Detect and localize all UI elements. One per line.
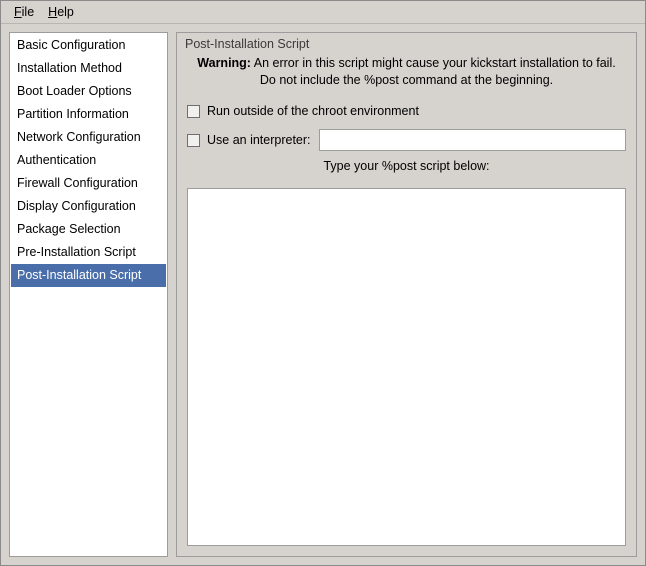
sidebar-item-firewall-configuration[interactable]: Firewall Configuration <box>17 176 138 190</box>
post-installation-panel <box>176 32 637 557</box>
chroot-checkbox[interactable] <box>187 105 200 118</box>
section-list[interactable] <box>9 32 168 557</box>
warning-body: An error in this script might cause your kickstart installation to fail. Do not include the %post command at the beginning. <box>250 56 616 87</box>
chroot-checkbox-label: Run outside of the chroot environment <box>207 104 419 118</box>
sidebar-item-pre-installation-script[interactable]: Pre-Installation Script <box>17 245 136 259</box>
interpreter-checkbox-row[interactable] <box>187 130 626 150</box>
sidebar-item-basic-configuration[interactable]: Basic Configuration <box>17 38 126 52</box>
main-content <box>1 24 645 565</box>
interpreter-checkbox[interactable] <box>187 134 200 147</box>
sidebar-item-display-configuration[interactable]: Display Configuration <box>17 199 136 213</box>
post-script-textarea[interactable] <box>187 188 626 546</box>
panel-title: Post-Installation Script <box>185 37 310 51</box>
menu-help-label-rest: elp <box>57 5 74 19</box>
sidebar-item-partition-information[interactable]: Partition Information <box>17 107 129 121</box>
sidebar-item-authentication[interactable]: Authentication <box>17 153 97 167</box>
warning-label: Warning: <box>197 56 251 70</box>
menu-bar <box>1 1 645 24</box>
warning-text <box>187 55 626 89</box>
sidebar-item-boot-loader-options[interactable]: Boot Loader Options <box>17 84 132 98</box>
script-area-label: Type your %post script below: <box>323 159 490 173</box>
menu-file[interactable]: File <box>14 5 35 19</box>
chroot-checkbox-row[interactable] <box>187 101 626 121</box>
interpreter-input[interactable] <box>319 129 626 151</box>
interpreter-checkbox-label: Use an interpreter: <box>207 133 311 147</box>
sidebar-item-installation-method[interactable]: Installation Method <box>17 61 122 75</box>
sidebar-item-network-configuration[interactable]: Network Configuration <box>17 130 141 144</box>
sidebar-item-package-selection[interactable]: Package Selection <box>17 222 121 236</box>
menu-help[interactable]: Help <box>48 5 74 19</box>
sidebar-item-post-installation-script[interactable]: Post-Installation Script <box>11 264 166 287</box>
menu-file-label-rest: ile <box>21 5 35 19</box>
